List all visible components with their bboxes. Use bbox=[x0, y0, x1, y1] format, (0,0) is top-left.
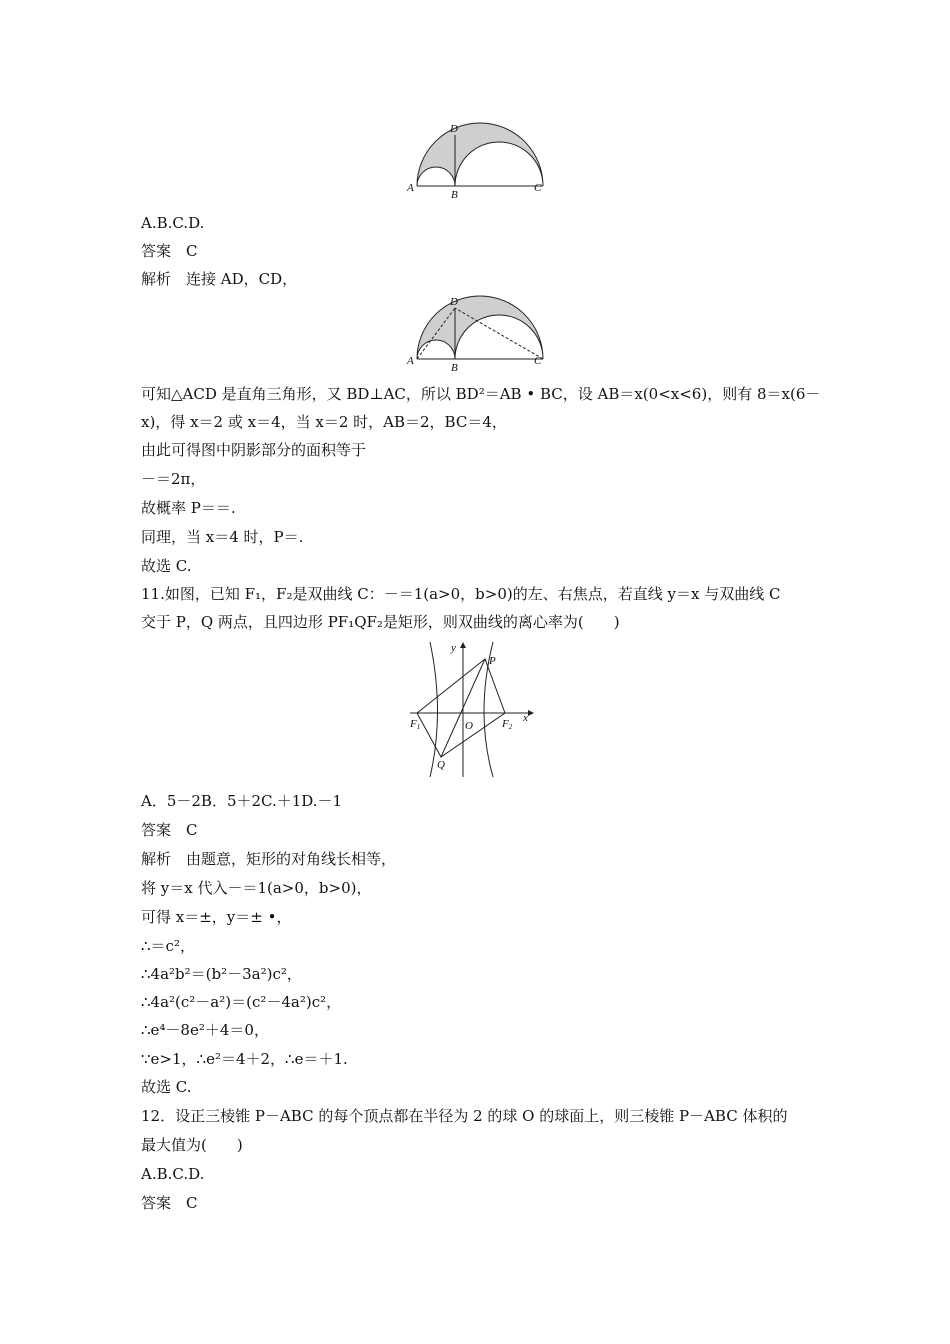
label-o: O bbox=[465, 720, 473, 732]
text-line: 故选 C. bbox=[141, 1078, 192, 1096]
label-f2: F2 bbox=[502, 718, 513, 731]
shaded-region bbox=[417, 123, 543, 186]
text-line: A.B.C.D. bbox=[141, 214, 205, 232]
text-line: x)，得 x＝2 或 x＝4，当 x＝2 时，AB＝2，BC＝4， bbox=[141, 413, 507, 431]
text-line: ∴4a²b²＝(b²－3a²)c²， bbox=[141, 965, 302, 983]
label-q: Q bbox=[437, 759, 445, 771]
label-b: B bbox=[451, 189, 458, 201]
label-f1: F1 bbox=[410, 718, 421, 731]
text-line: 故选 C. bbox=[141, 557, 192, 575]
label-c: C bbox=[534, 182, 542, 194]
label-x: x bbox=[523, 712, 528, 724]
text-line: 同理，当 x＝4 时，P＝. bbox=[141, 528, 304, 546]
figure-semicircle-1 bbox=[400, 120, 550, 202]
hyperbola-left-branch bbox=[430, 642, 438, 777]
label-b: B bbox=[451, 362, 458, 374]
text-line: 答案 C bbox=[141, 1194, 198, 1212]
text-line: 解析 由题意，矩形的对角线长相等， bbox=[141, 850, 397, 868]
text-line: 可得 x＝±，y＝± •， bbox=[141, 908, 292, 926]
text-line: A．5－2B．5＋2C.＋1D.－1 bbox=[141, 792, 343, 810]
label-d: D bbox=[450, 123, 458, 135]
text-line: A.B.C.D. bbox=[141, 1165, 205, 1183]
label-a: A bbox=[407, 182, 414, 194]
rectangle-pf1qf2 bbox=[417, 659, 505, 757]
text-line: 解析 连接 AD，CD， bbox=[141, 270, 298, 288]
text-line: 由此可得图中阴影部分的面积等于 bbox=[141, 441, 367, 459]
figure-semicircle-2 bbox=[400, 293, 550, 375]
text-line: ∴＝c²， bbox=[141, 937, 195, 955]
text-line: 将 y＝x 代入－＝1(a>0，b>0)， bbox=[141, 879, 372, 897]
text-line: 故概率 P＝＝. bbox=[141, 499, 236, 517]
question-11: 11.如图，已知 F₁，F₂是双曲线 C：－＝1(a>0，b>0)的左、右焦点，若直线 y＝x 与双曲线 C bbox=[141, 585, 781, 603]
text-line: ∴e⁴－8e²＋4＝0， bbox=[141, 1021, 269, 1039]
question-12: 12．设正三棱锥 P－ABC 的每个顶点都在半径为 2 的球 O 的球面上，则三棱锥 P－ABC 体积的 bbox=[141, 1107, 788, 1125]
text-line: 可知△ACD 是直角三角形，又 BD⊥AC，所以 BD²＝AB • BC，设 AB＝x(0<x<6)，则有 8＝x(6－ bbox=[141, 385, 821, 403]
question-12-cont: 最大值为( ) bbox=[141, 1136, 243, 1154]
label-c: C bbox=[534, 355, 542, 367]
text-line: 答案 C bbox=[141, 242, 198, 260]
text-line: －＝2π， bbox=[141, 470, 206, 488]
dashed-cd bbox=[455, 308, 543, 359]
label-a: A bbox=[407, 355, 414, 367]
text-line: 答案 C bbox=[141, 821, 198, 839]
figure-hyperbola bbox=[405, 637, 540, 779]
text-line: ∴4a²(c²－a²)＝(c²－4a²)c²， bbox=[141, 993, 342, 1011]
shaded-region bbox=[417, 296, 543, 359]
text-line: ∵e>1，∴e²＝4＋2，∴e＝＋1. bbox=[141, 1050, 348, 1068]
label-p: P bbox=[489, 655, 496, 667]
label-y: y bbox=[451, 642, 456, 654]
question-11-cont: 交于 P，Q 两点，且四边形 PF₁QF₂是矩形，则双曲线的离心率为( ) bbox=[141, 613, 620, 631]
label-d: D bbox=[450, 296, 458, 308]
